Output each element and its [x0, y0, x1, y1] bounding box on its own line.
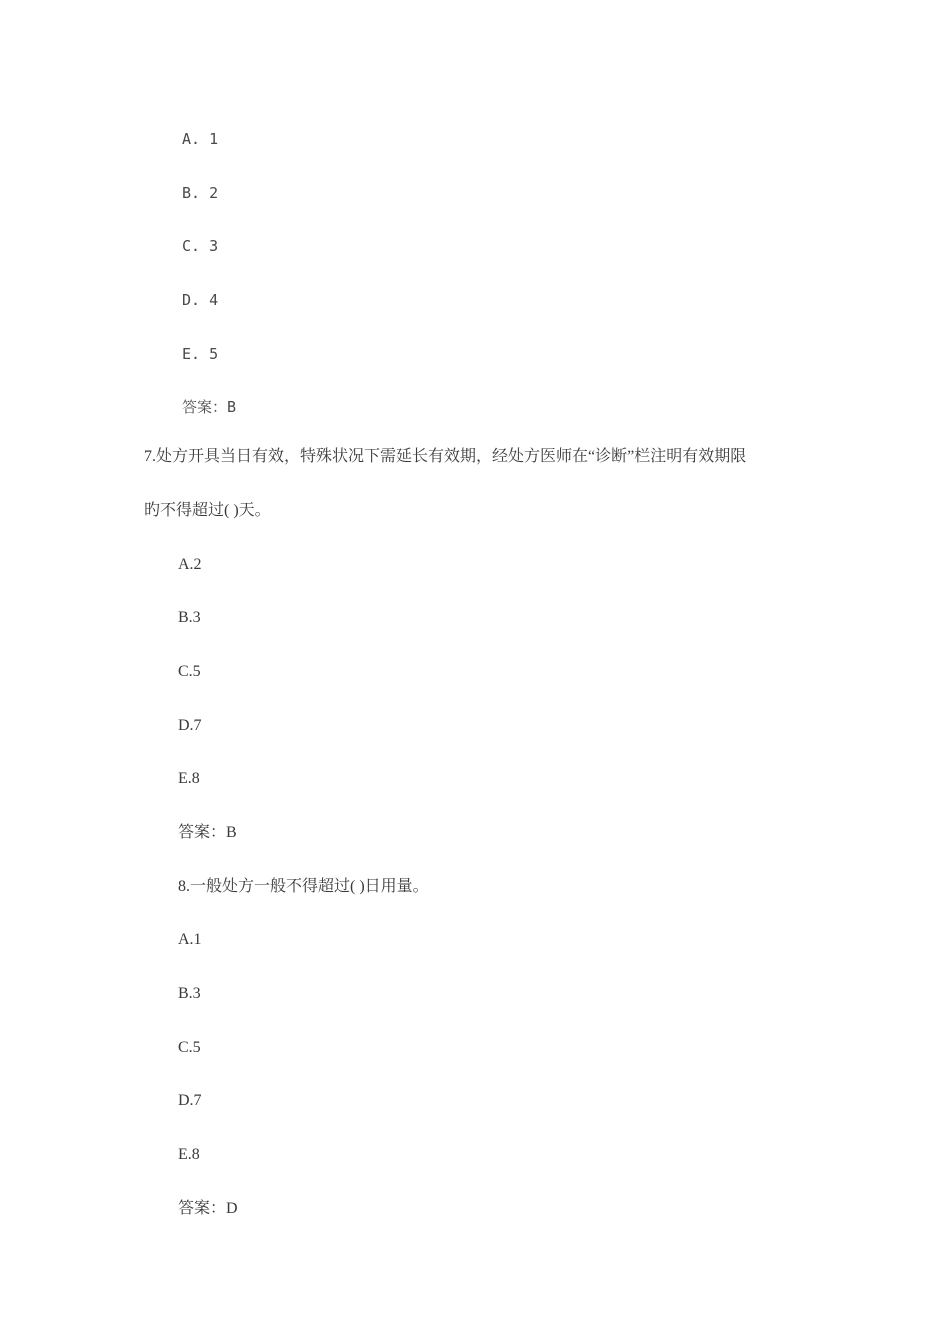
q6-option-d: D. 4: [182, 291, 219, 309]
q7-question-line1: 7.处方开具当日有效，特殊状况下需延长有效期，经处方医师在“诊断”栏注明有效期限: [144, 448, 747, 465]
q6-answer: 答案：B: [182, 398, 237, 416]
q6-option-a: A. 1: [182, 130, 219, 148]
q8-option-d: D.7: [178, 1092, 202, 1109]
q6-option-b: B. 2: [182, 184, 219, 202]
q7-answer: 答案：B: [178, 824, 237, 841]
q6-option-e: E. 5: [182, 345, 219, 363]
q7-option-c: C.5: [178, 663, 201, 680]
q7-option-d: D.7: [178, 717, 202, 734]
q8-option-c: C.5: [178, 1039, 201, 1056]
q8-answer: 答案：D: [178, 1200, 238, 1217]
q7-option-e: E.8: [178, 770, 200, 787]
q8-question: 8.一般处方一般不得超过( )日用量。: [178, 878, 429, 895]
q7-option-a: A.2: [178, 556, 202, 573]
q7-option-b: B.3: [178, 609, 201, 626]
q8-option-a: A.1: [178, 931, 202, 948]
q8-option-e: E.8: [178, 1146, 200, 1163]
q8-option-b: B.3: [178, 985, 201, 1002]
q6-option-c: C. 3: [182, 237, 219, 255]
q7-question-line2: 旳不得超过( )天。: [144, 502, 271, 519]
